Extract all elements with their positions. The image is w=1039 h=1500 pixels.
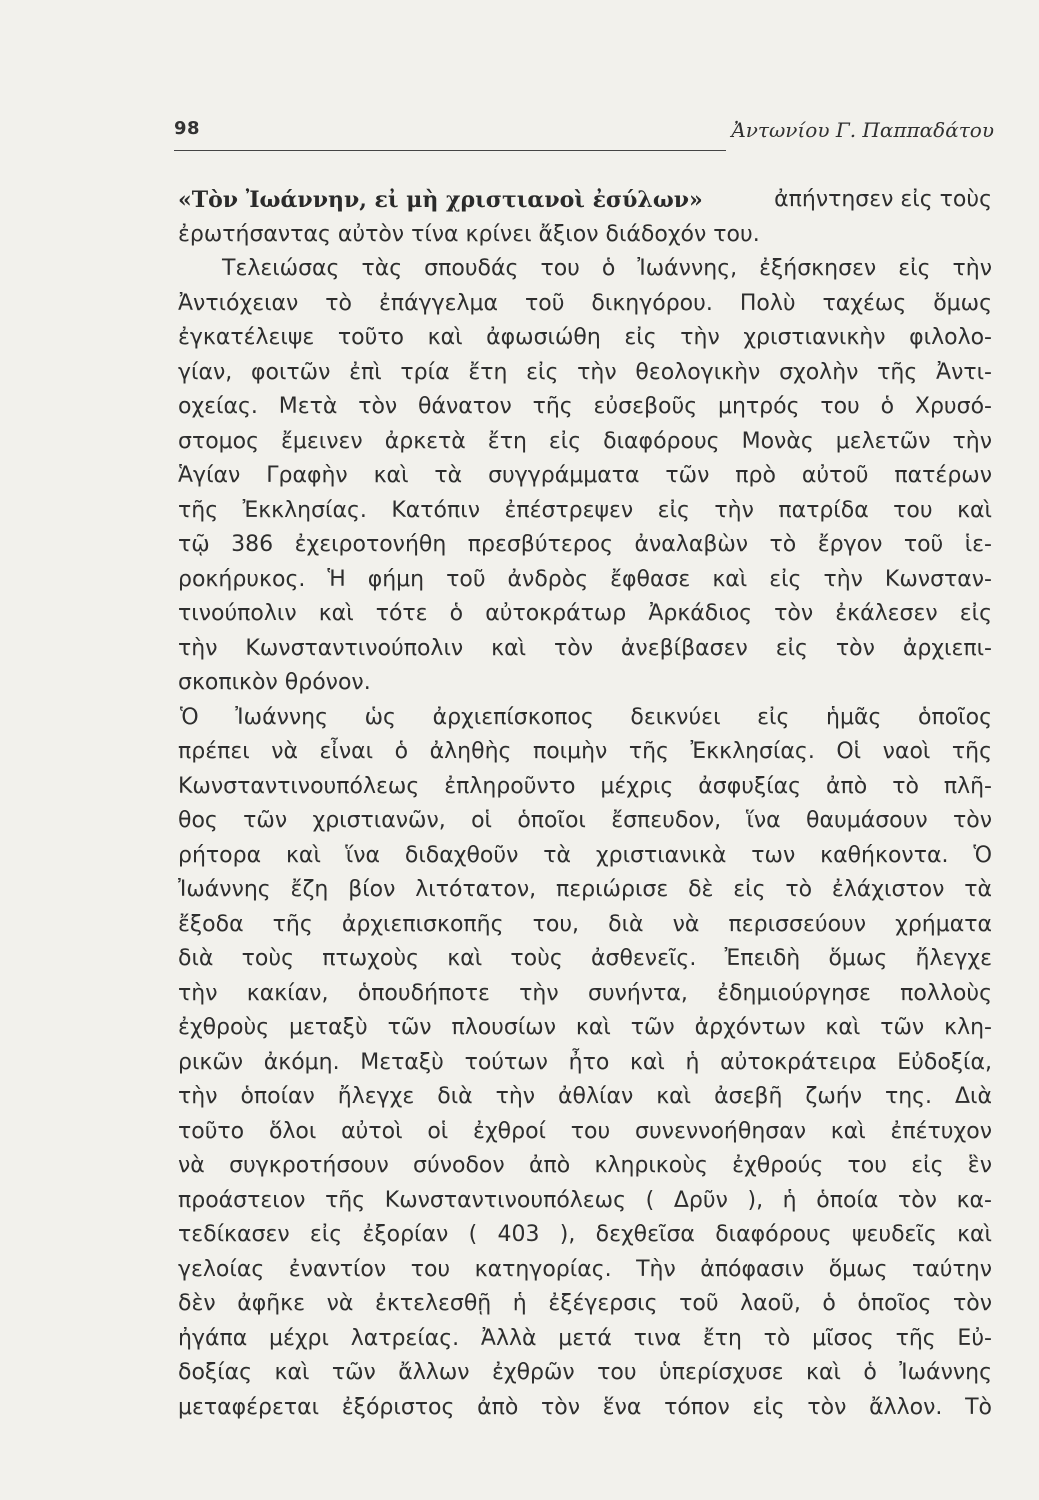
text-line: τοῦτο ὅλοι αὐτοὶ οἱ ἐχθροί του συνεννοήθησαν καὶ ἐπέτυχον [178, 1118, 992, 1144]
text-line: γελοίας ἐναντίον του κατηγορίας. Τὴν ἀπόφασιν ὅμως ταύτην [178, 1256, 992, 1282]
page-number: 98 [174, 118, 201, 139]
text-line: Κωνσταντινουπόλεως ἐπληροῦντο μέχρις ἀσφυξίας ἀπὸ τὸ πλῆ- [178, 773, 992, 799]
text-line: στομος ἔμεινεν ἀρκετὰ ἔτη εἰς διαφόρους Μονὰς μελετῶν τὴν [178, 428, 992, 454]
text-line-rest: ἀπήντησεν εἰς τοὺς [774, 187, 992, 212]
text-line: τῷ 386 ἐχειροτονήθη πρεσβύτερος ἀναλαβὼν τὸ ἔργον τοῦ ἱε- [178, 532, 992, 557]
text-line: δὲν ἀφῆκε νὰ ἐκτελεσθῇ ἡ ἐξέγερσις τοῦ λαοῦ, ὁ ὁποῖος τὸν [178, 1291, 992, 1316]
text-line: Ἀντιόχειαν τὸ ἐπάγγελμα τοῦ δικηγόρου. Πολὺ ταχέως ὅμως [178, 290, 992, 316]
text-line: Ἰωάννης ἔζη βίον λιτότατον, περιώρισε δὲ εἰς τὸ ἐλάχιστον τὰ [178, 877, 992, 902]
paragraph-start-line: Τελειώσας τὰς σπουδάς του ὁ Ἰωάννης, ἐξήσκησεν εἰς τὴν [222, 256, 992, 281]
text-line: προάστειον τῆς Κωνσταντινουπόλεως ( Δρῦν ), ἡ ὁποία τὸν κα- [178, 1187, 992, 1213]
text-line: ρήτορα καὶ ἵνα διδαχθοῦν τὰ χριστιανικὰ των καθήκοντα. Ὁ [178, 842, 992, 868]
text-line: διὰ τοὺς πτωχοὺς καὶ τοὺς ἀσθενεῖς. Ἐπειδὴ ὅμως ἤλεγχε [178, 946, 992, 971]
text-line: τῆς Ἐκκλησίας. Κατόπιν ἐπέστρεψεν εἰς τὴν πατρίδα του καὶ [178, 497, 992, 523]
text-line: δοξίας καὶ τῶν ἄλλων ἐχθρῶν του ὑπερίσχυσε καὶ ὁ Ἰωάννης [178, 1360, 992, 1385]
text-line: γίαν, φοιτῶν ἐπὶ τρία ἔτη εἰς τὴν θεολογικὴν σχολὴν τῆς Ἀντι- [178, 359, 992, 385]
text-line: σκοπικὸν θρόνον. [178, 670, 371, 695]
text-line: τεδίκασεν εἰς ἐξορίαν ( 403 ), δεχθεῖσα διαφόρους ψευδεῖς καὶ [178, 1222, 992, 1247]
text-line: ἐγκατέλειψε τοῦτο καὶ ἀφωσιώθη εἰς τὴν χριστιανικὴν φιλολο- [178, 325, 992, 350]
text-line: τὴν Κωνσταντινούπολιν καὶ τὸν ἀνεβίβασεν εἰς τὸν ἀρχιεπι- [178, 635, 992, 661]
text-line: νὰ συγκροτήσουν σύνοδον ἀπὸ κληρικοὺς ἐχθρούς του εἰς ἓν [178, 1153, 992, 1178]
text-line: θος τῶν χριστιανῶν, οἱ ὁποῖοι ἔσπευδον, ἵνα θαυμάσουν τὸν [178, 808, 992, 833]
paragraph-start-line: Ὁ Ἰωάννης ὡς ἀρχιεπίσκοπος δεικνύει εἰς ἡμᾶς ὁποῖος [180, 704, 992, 730]
text-line: τὴν κακίαν, ὁπουδήποτε τὴν συνήντα, ἐδημιούργησε πολλοὺς [178, 980, 992, 1006]
running-head: Ἀντωνίου Γ. Παππαδάτου [731, 118, 994, 142]
text-line: ροκήρυκος. Ἡ φήμη τοῦ ἀνδρὸς ἔφθασε καὶ εἰς τὴν Κωνσταν- [178, 566, 992, 592]
text-line: ἔξοδα τῆς ἀρχιεπισκοπῆς του, διὰ νὰ περισσεύουν χρήματα [178, 911, 992, 937]
page-header [174, 118, 994, 154]
lead-quote: «Τὸν Ἰωάννην, εἰ μὴ χριστιανοὶ ἐσύλων» [178, 187, 703, 213]
header-rule [174, 150, 726, 151]
text-line: ρικῶν ἀκόμη. Μεταξὺ τούτων ἦτο καὶ ἡ αὐτοκράτειρα Εὐδοξία, [178, 1049, 992, 1075]
text-line: οχείας. Μετὰ τὸν θάνατον τῆς εὐσεβοῦς μητρός του ὁ Χρυσό- [178, 394, 992, 419]
text-line: πρέπει νὰ εἶναι ὁ ἀληθὴς ποιμὴν τῆς Ἐκκλησίας. Οἱ ναοὶ τῆς [178, 739, 992, 764]
body-text [178, 183, 992, 1425]
text-line: ἐχθροὺς μεταξὺ τῶν πλουσίων καὶ τῶν ἀρχόντων καὶ τῶν κλη- [178, 1015, 992, 1040]
text-line: ἐρωτήσαντας αὐτὸν τίνα κρίνει ἄξιον διάδοχόν του. [178, 221, 760, 247]
text-line: τὴν ὁποίαν ἤλεγχε διὰ τὴν ἀθλίαν καὶ ἀσεβῆ ζωήν της. Διὰ [178, 1084, 992, 1109]
text-line: μεταφέρεται ἐξόριστος ἀπὸ τὸν ἕνα τόπον εἰς τὸν ἄλλον. Τὸ [178, 1394, 992, 1420]
text-line: ἠγάπα μέχρι λατρείας. Ἀλλὰ μετά τινα ἔτη τὸ μῖσος τῆς Εὐ- [178, 1325, 992, 1351]
text-line: Ἁγίαν Γραφὴν καὶ τὰ συγγράμματα τῶν πρὸ αὐτοῦ πατέρων [178, 463, 992, 488]
text-line [178, 183, 992, 218]
text-line: τινούπολιν καὶ τότε ὁ αὐτοκράτωρ Ἀρκάδιος τὸν ἐκάλεσεν εἰς [178, 601, 992, 626]
